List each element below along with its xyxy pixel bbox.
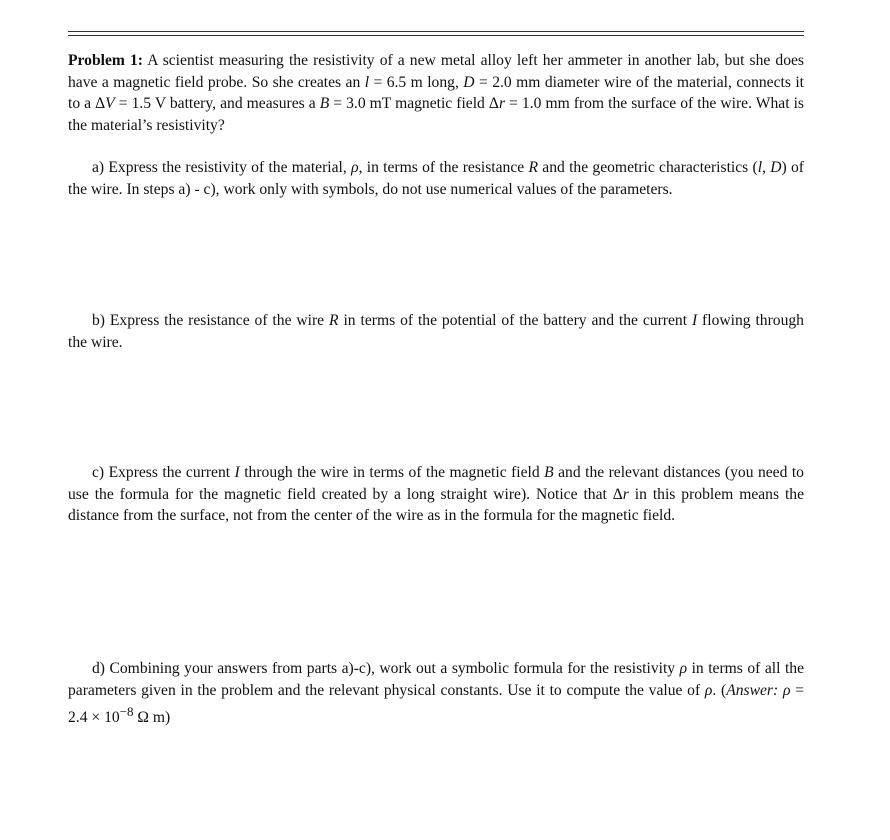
problem-text: = 1.5 V battery, and measures a <box>114 95 320 113</box>
part-a-text: ) of the wire. In steps a) - c), work only with symbols, do not use numerical values of the parameters. <box>68 159 804 198</box>
symbol-B: B <box>319 95 330 113</box>
part-b-text: b) Express the resistance of the wire <box>92 312 330 329</box>
part-c-text: c) Express the current <box>92 464 235 481</box>
part-d-text: in terms of all the parameters given in the problem and the relevant physical constants. Use it to compute the value of <box>68 660 804 699</box>
part-a-text: , in terms of the resistance <box>358 159 529 176</box>
symbol-B: B <box>544 464 554 481</box>
answer-unit: Ω m) <box>133 709 171 727</box>
problem-text: = 3.0 mT magnetic field Δ <box>329 95 499 113</box>
part-a-text: and the geometric characteristics ( <box>538 159 758 176</box>
part-d-text: d) Combining your answers from parts a)-c), work out a symbolic formula for the resistivity <box>92 660 680 677</box>
part-b-text: flowing through the wire. <box>68 312 804 351</box>
answer-exponent: −8 <box>119 704 134 720</box>
symbol-D: D <box>463 73 475 91</box>
symbol-l: l <box>757 159 763 176</box>
part-c-text: in this problem means the distance from the surface, not from the center of the wire as in the formula for the magnetic field. <box>68 485 804 525</box>
problem-text: = 2.0 mm diameter wire of the material, connects it to a Δ <box>68 73 805 113</box>
header-rule-top <box>68 31 804 32</box>
symbol-rho: ρ <box>351 159 359 176</box>
problem-text: = 1.0 mm from the surface of the wire. What is the material’s resistivity? <box>68 95 804 134</box>
problem-label: Problem 1: <box>68 52 143 69</box>
problem-text: A scientist measuring the resistivity of a new metal alloy left her ammeter in another lab, but she does have a magnetic field probe. So she creates an <box>68 52 804 91</box>
part-c-text: and the relevant distances (you need to use the formula for the magnetic field created by a long straight wire). Notice that Δ <box>68 464 804 503</box>
problem-statement <box>68 50 804 136</box>
part-a <box>68 157 804 200</box>
symbol-rho: ρ <box>679 660 688 677</box>
part-a-text: a) Express the resistivity of the material, <box>92 159 352 176</box>
part-a-text: , <box>762 159 771 176</box>
answer-label: Answer: <box>726 681 779 699</box>
part-d <box>68 658 804 729</box>
symbol-rho: ρ <box>782 681 791 699</box>
symbol-r: r <box>622 485 629 503</box>
symbol-V: V <box>105 95 115 113</box>
symbol-I: I <box>691 312 698 329</box>
symbol-R: R <box>528 159 538 176</box>
symbol-D: D <box>770 159 782 176</box>
header-rule-bottom <box>68 35 804 36</box>
part-d-text: . ( <box>712 681 727 699</box>
symbol-r: r <box>498 95 506 113</box>
symbol-l: l <box>364 73 370 91</box>
part-b <box>68 310 804 353</box>
part-c-text: through the wire in terms of the magnetic field <box>239 464 545 481</box>
symbol-rho: ρ <box>704 681 713 699</box>
part-c <box>68 462 804 527</box>
symbol-R: R <box>329 312 339 329</box>
part-b-text: in terms of the potential of the battery and the current <box>338 312 692 329</box>
answer-value: = 2.4 × 10 <box>68 681 804 727</box>
symbol-I: I <box>234 464 240 481</box>
problem-text: = 6.5 m long, <box>369 73 464 91</box>
